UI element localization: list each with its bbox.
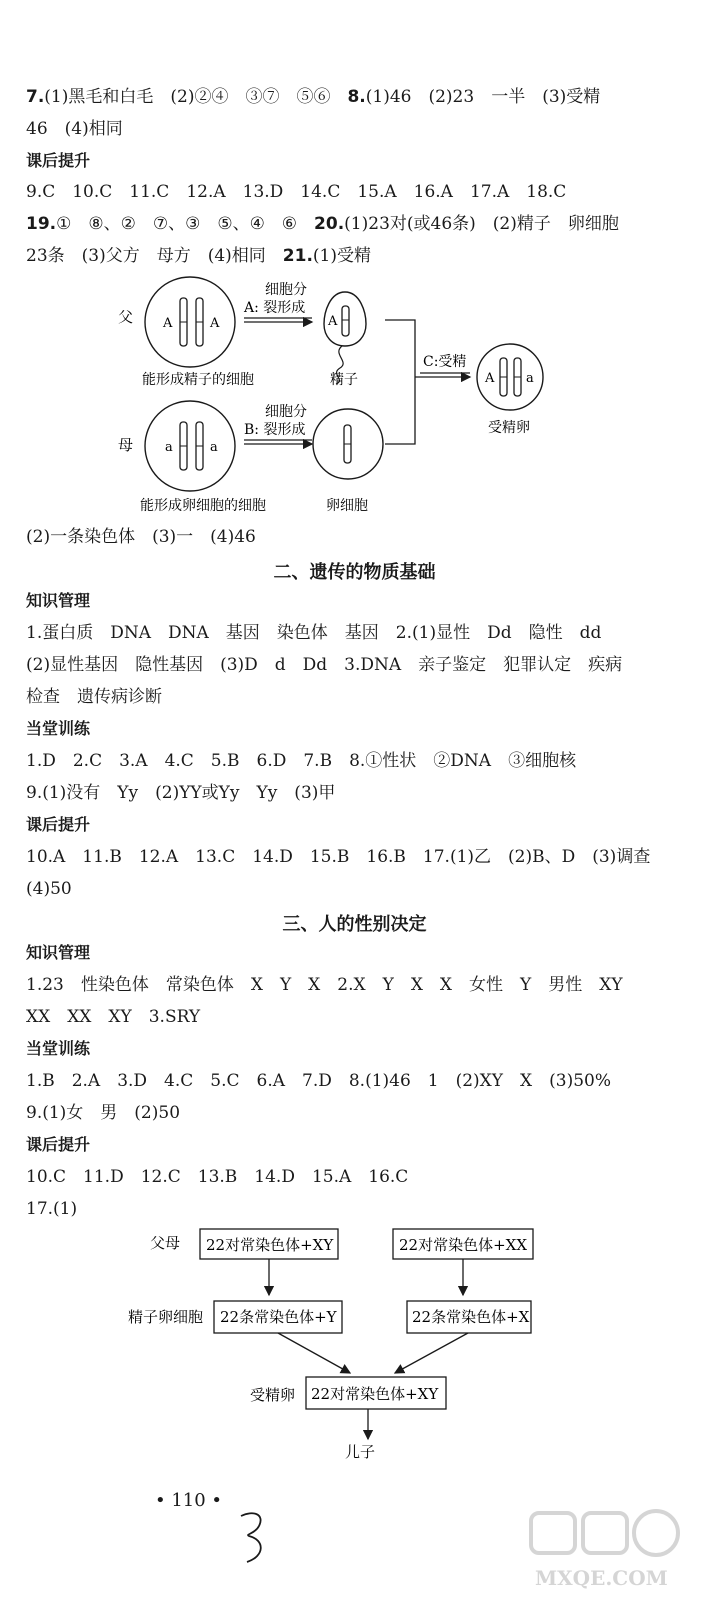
sex-determination-diagram bbox=[0, 1225, 709, 1460]
page-number: • 110 • bbox=[155, 1490, 223, 1511]
answer-line: (2)显性基因 隐性基因 (3)D d Dd 3.DNA 亲子鉴定 犯罪认定 疾病 bbox=[26, 655, 623, 675]
svg-text:MXQE.COM: MXQE.COM bbox=[535, 1566, 668, 1590]
sperm-caption: 精子 bbox=[330, 372, 358, 388]
answer-line-7-8: 7.(1)黑毛和白毛 (2)②④ ③⑦ ⑤⑥ 8.(1)46 (2)23 一半 (3)受精 bbox=[26, 87, 601, 107]
son-label: 儿子 bbox=[345, 1443, 376, 1460]
section-title-sex-determination: 三、人的性别决定 bbox=[282, 914, 427, 935]
section-title-genetic-basis: 二、遗传的物质基础 bbox=[273, 562, 436, 583]
fertilization-diagram bbox=[0, 270, 709, 530]
svg-text:A: A bbox=[163, 316, 173, 331]
svg-text:22对常染色体+XY: 22对常染色体+XY bbox=[206, 1236, 334, 1254]
heading-after-class: 课后提升 bbox=[26, 151, 91, 170]
answer-line: 检查 遗传病诊断 bbox=[26, 687, 162, 707]
svg-text:A: 裂形成: A: 裂形成 bbox=[244, 300, 306, 316]
heading-in-class: 当堂训练 bbox=[26, 1039, 91, 1058]
watermark-logo bbox=[521, 1505, 701, 1595]
answer-line-8-cont: 46 (4)相同 bbox=[26, 119, 123, 139]
heading-after-class: 课后提升 bbox=[26, 1135, 91, 1154]
handwritten-mark bbox=[235, 1508, 275, 1568]
answer-line: 1.B 2.A 3.D 4.C 5.C 6.A 7.D 8.(1)46 1 (2)XY X (3)50% bbox=[26, 1071, 611, 1091]
answer-line: 1.23 性染色体 常染色体 X Y X 2.X Y X X 女性 Y 男性 XY bbox=[26, 975, 623, 995]
answer-line-21-cont: (2)一条染色体 (3)一 (4)46 bbox=[26, 527, 256, 547]
svg-text:A: A bbox=[210, 316, 220, 331]
mother-label: 母 bbox=[118, 436, 134, 454]
svg-text:B: 裂形成: B: 裂形成 bbox=[244, 422, 306, 438]
svg-text:a: a bbox=[165, 440, 173, 455]
svg-text:A: A bbox=[328, 314, 338, 329]
heading-in-class: 当堂训练 bbox=[26, 719, 91, 738]
answer-line-20-21: 23条 (3)父方 母方 (4)相同 21.(1)受精 bbox=[26, 246, 372, 266]
answer-line: 1.蛋白质 DNA DNA 基因 染色体 基因 2.(1)显性 Dd 隐性 dd bbox=[26, 623, 602, 643]
egg-caption: 卵细胞 bbox=[326, 498, 368, 514]
answer-line: (4)50 bbox=[26, 879, 72, 899]
answer-line: 17.(1) bbox=[26, 1199, 78, 1219]
svg-text:细胞分: 细胞分 bbox=[265, 404, 307, 420]
answer-line: 9.(1)没有 Yy (2)YY或Yy Yy (3)甲 bbox=[26, 783, 336, 803]
answer-line: 9.(1)女 男 (2)50 bbox=[26, 1103, 181, 1123]
heading-knowledge: 知识管理 bbox=[26, 943, 91, 962]
svg-text:a: a bbox=[210, 440, 218, 455]
svg-text:细胞分: 细胞分 bbox=[265, 282, 307, 298]
answer-line-19-20: 19.① ⑧、② ⑦、③ ⑤、④ ⑥ 20.(1)23对(或46条) (2)精子 卵细胞 bbox=[26, 214, 619, 234]
answer-line-9-18: 9.C 10.C 11.C 12.A 13.D 14.C 15.A 16.A 17.A 18.C bbox=[26, 182, 567, 202]
svg-text:22对常染色体+XX: 22对常染色体+XX bbox=[399, 1236, 528, 1254]
father-label: 父 bbox=[118, 308, 134, 326]
answer-line: 10.C 11.D 12.C 13.B 14.D 15.A 16.C bbox=[26, 1167, 409, 1187]
father-cell bbox=[145, 277, 235, 367]
svg-text:C:受精: C:受精 bbox=[423, 354, 467, 370]
mother-cell bbox=[145, 401, 235, 491]
answer-line: XX XX XY 3.SRY bbox=[26, 1007, 201, 1027]
heading-knowledge: 知识管理 bbox=[26, 591, 91, 610]
mother-cell-caption: 能形成卵细胞的细胞 bbox=[140, 498, 266, 514]
answer-line: 10.A 11.B 12.A 13.C 14.D 15.B 16.B 17.(1)乙 (2)B、D (3)调查 bbox=[26, 847, 651, 867]
svg-text:A: A bbox=[485, 371, 495, 386]
svg-text:22条常染色体+X: 22条常染色体+X bbox=[412, 1308, 530, 1326]
svg-text:a: a bbox=[526, 371, 534, 386]
zygote-label: 受精卵 bbox=[250, 1386, 296, 1404]
answer-line: 1.D 2.C 3.A 4.C 5.B 6.D 7.B 8.①性状 ②DNA ③细胞核 bbox=[26, 751, 577, 771]
father-cell-caption: 能形成精子的细胞 bbox=[142, 372, 254, 388]
parents-label: 父母 bbox=[150, 1234, 181, 1252]
heading-after-class: 课后提升 bbox=[26, 815, 91, 834]
zygote-caption: 受精卵 bbox=[488, 420, 530, 436]
svg-text:22对常染色体+XY: 22对常染色体+XY bbox=[311, 1385, 439, 1403]
svg-text:22条常染色体+Y: 22条常染色体+Y bbox=[220, 1308, 337, 1326]
gametes-label: 精子卵细胞 bbox=[128, 1308, 204, 1326]
